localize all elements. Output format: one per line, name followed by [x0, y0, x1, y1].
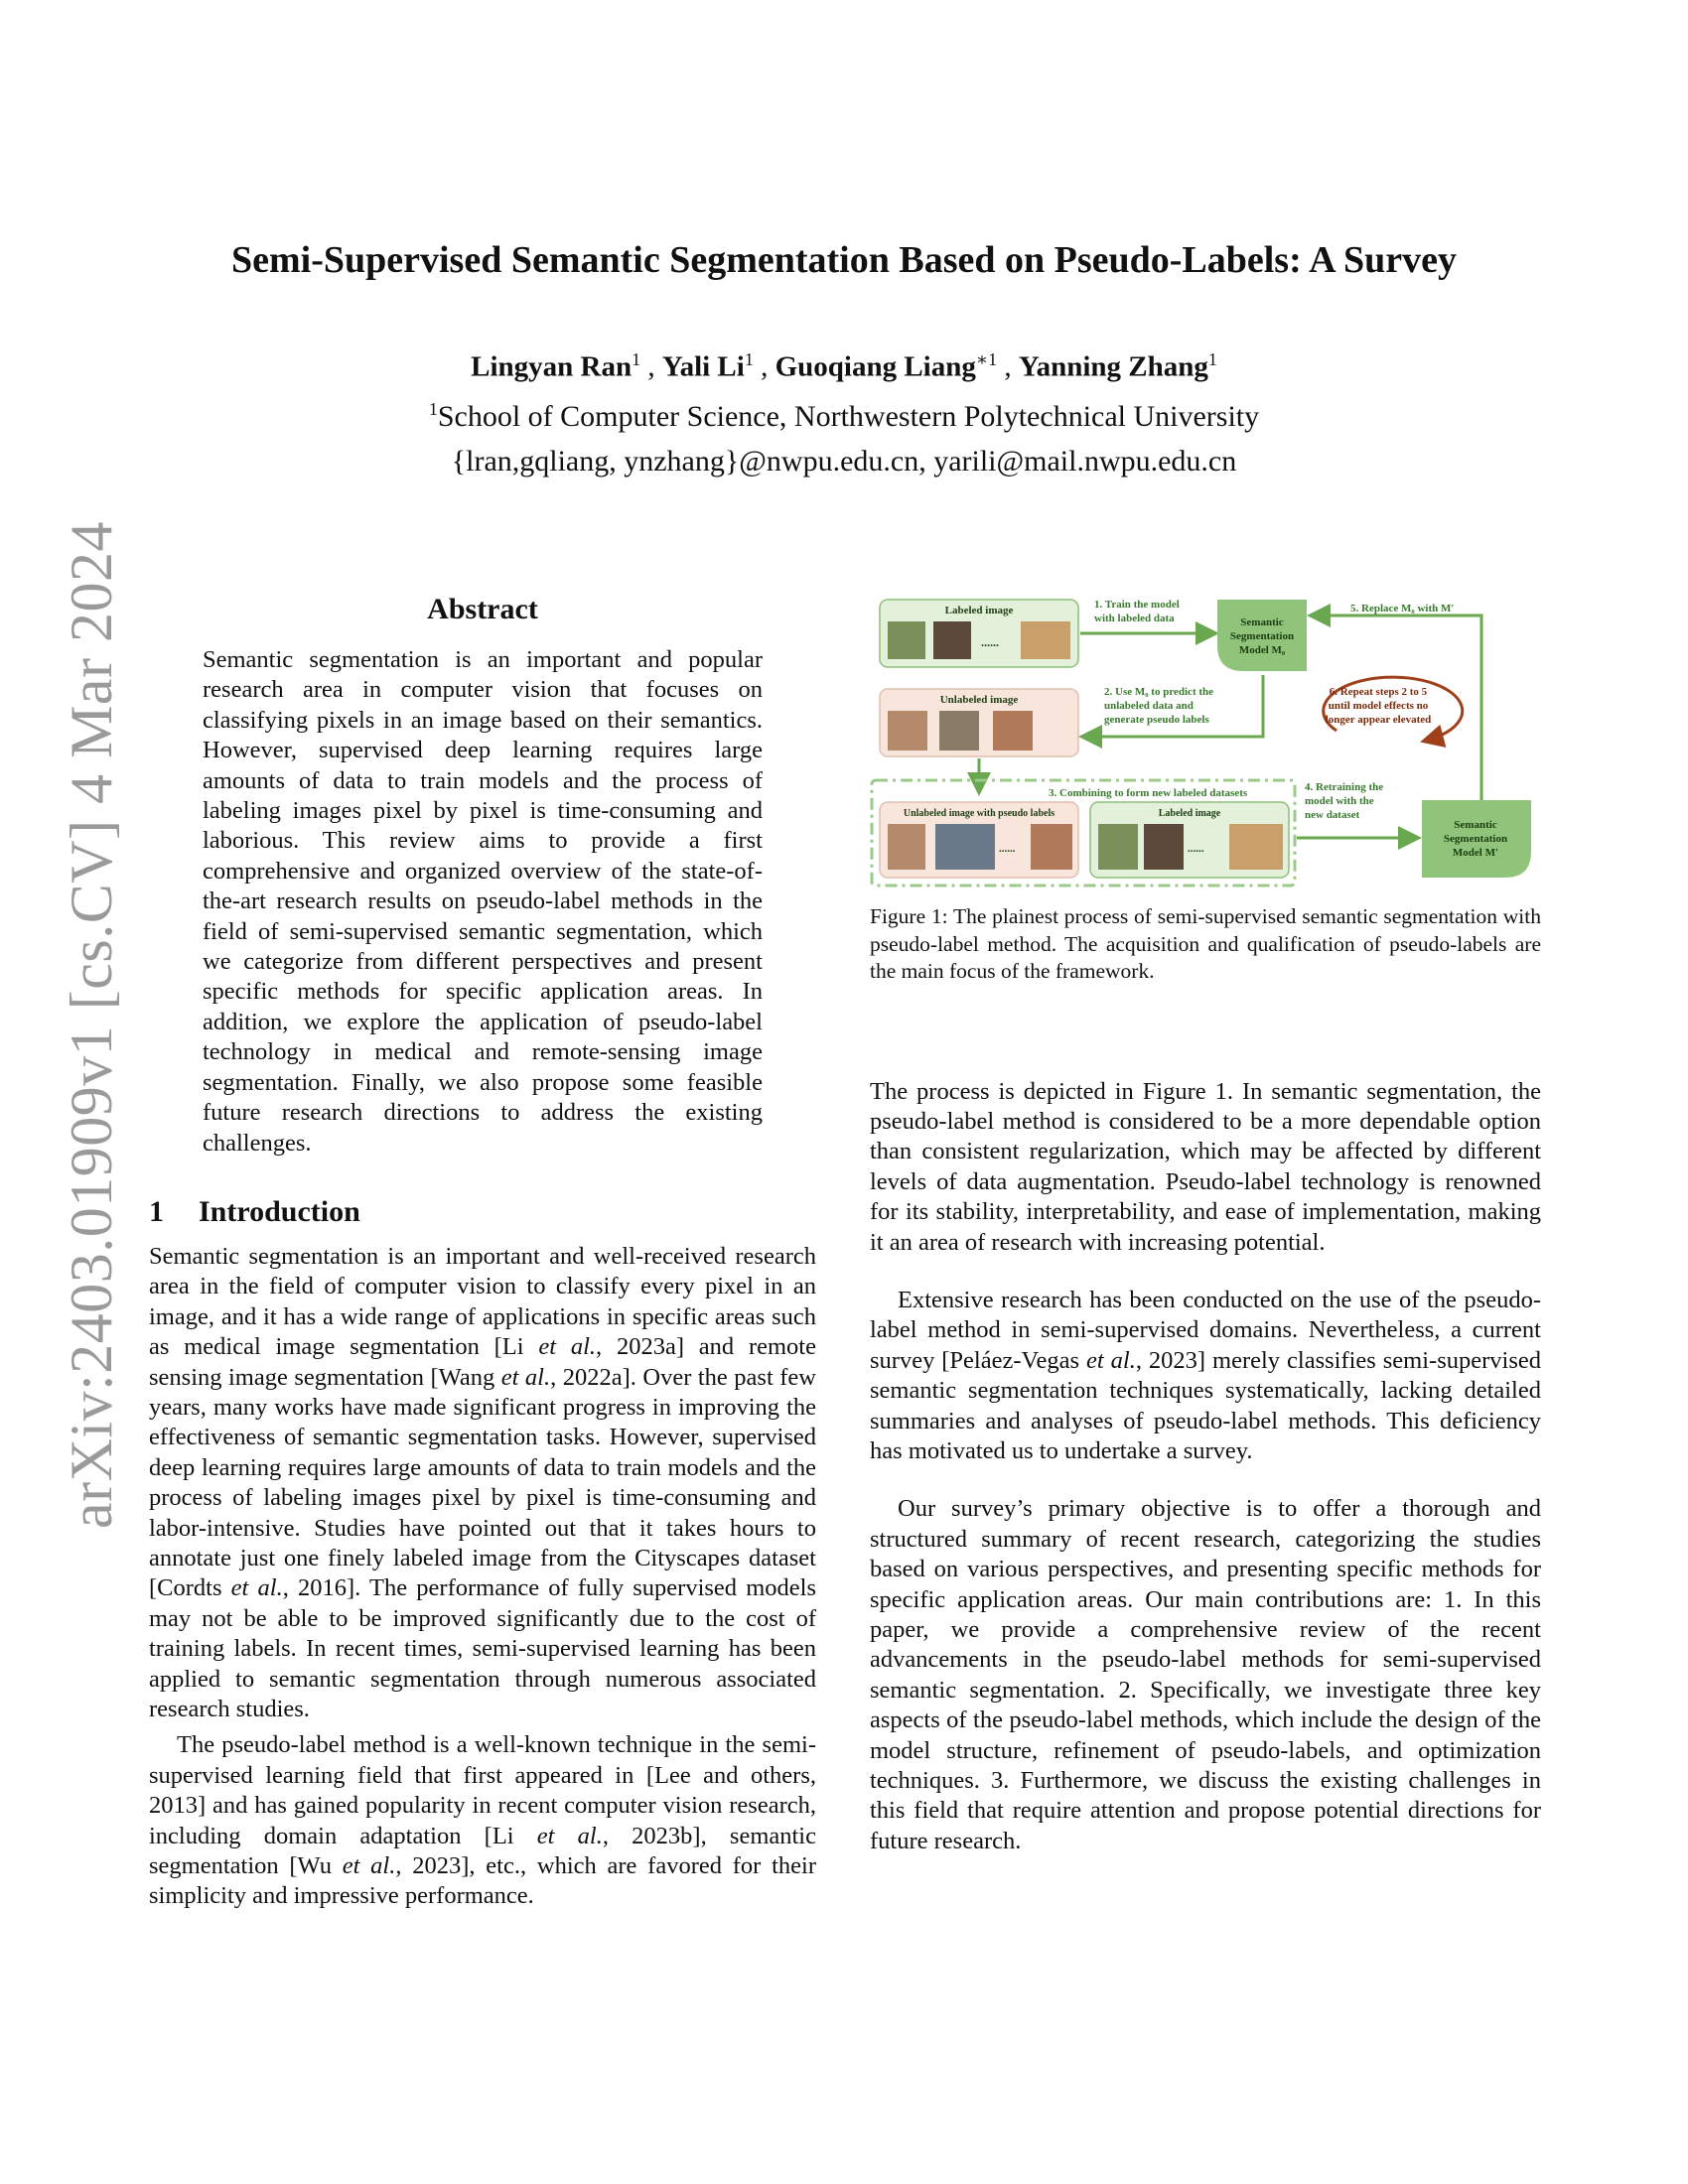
- text-run: , 2022a]. Over the past few years, many works have made significant progress in improving the effectiveness of semantic segmentation tasks. However, supervised deep learning requires large amounts of data to train models and the process of labeling images pixel by pixel is time-consuming and labor-intensive. Studies have pointed out that it takes hours to annotate just one finely labeled image from the Cityscapes dataset [Cordts: [149, 1363, 816, 1602]
- author-mark: 1: [632, 349, 641, 369]
- labeled-image-label-2: Labeled image: [1158, 808, 1221, 819]
- citation-etal: et al.: [1086, 1346, 1136, 1374]
- author-emails: {lran,gqliang, ynzhang}@nwpu.edu.cn, yarili@mail.nwpu.edu.cn: [451, 445, 1237, 478]
- thumb-unlabeled-3: [993, 711, 1033, 751]
- text-run: , 2023], etc., which are favored for their simplicity and impressive performance.: [149, 1852, 816, 1910]
- text-run: Semantic segmentation is an important and well-received research area in the field of computer vision to classify every pixel in an image, and it has a wide range of applications in specific areas such as medical image segmentation [Li: [149, 1242, 816, 1361]
- thumb-pseudo-1: [888, 824, 925, 870]
- citation-etal: et al.: [538, 1333, 597, 1361]
- ellipsis: ......: [999, 843, 1016, 855]
- affiliation-mark: 1: [428, 399, 438, 419]
- figure-1: [870, 592, 1541, 889]
- intro-paragraph-2: [149, 1730, 816, 1911]
- citation-etal: et al.: [500, 1363, 551, 1391]
- thumb-table: [1021, 621, 1070, 659]
- abstract-heading: Abstract: [427, 593, 538, 625]
- step1-label-a: 1. Train the model: [1094, 599, 1180, 611]
- abstract-text: Semantic segmentation is an important and popular research area in computer vision that focuses on classifying pixels in an image based on their semantics. However, supervised deep learning requires large amounts of data to train models and the process of labeling images pixel by pixel is time-consuming and laborious. This review aims to provide a first comprehensive and organized overview of the state-of-the-art research results on pseudo-label methods in the field of semi-supervised semantic segmentation, which we categorize from different perspectives and present specific methods for specific application areas. In addition, we explore the application of pseudo-label technology in medical and remote-sensing image segmentation. Finally, we also propose some feasible future research directions to address the existing challenges.: [203, 646, 763, 1157]
- pseudo-label-pipeline-diagram: [870, 592, 1541, 889]
- step4-label-c: new dataset: [1305, 809, 1360, 821]
- ellipsis: ......: [1188, 843, 1204, 855]
- thumb-pseudo-2: [935, 824, 995, 870]
- text-run: The pseudo-label method is a well-known technique in the semi-supervised learning field that first appeared in [Lee and others, 2013] and has gained popularity in recent computer vision research, including domain adaptation [Li: [149, 1731, 816, 1849]
- thumb-animals: [933, 621, 971, 659]
- section-number: 1: [149, 1194, 164, 1228]
- step5-label: 5. Replace M₀ with M′: [1350, 603, 1455, 614]
- step4-label-b: model with the: [1305, 795, 1374, 807]
- unlabeled-image-label: Unlabeled image: [939, 694, 1019, 706]
- model-m1-label-a: Semantic: [1454, 819, 1497, 831]
- affiliation-text: School of Computer Science, Northwestern Polytechnical University: [437, 400, 1260, 433]
- step6-label-b: until model effects no: [1328, 700, 1429, 712]
- step2-label-c: generate pseudo labels: [1104, 714, 1209, 726]
- right-paragraph-1: The process is depicted in Figure 1. In semantic segmentation, the pseudo-label method is considered to be a more dependable option than consistent regularization, which may be affected by different levels of data augmentation. Pseudo-label technology is renowned for its stability, interpretability, and ease of implementation, making it an area of research with increasing potential.: [870, 1077, 1541, 1256]
- figure-1-caption: Figure 1: The plainest process of semi-supervised semantic segmentation with pseudo-label method. The acquisition and qualification of pseudo-labels are the main focus of the framework.: [870, 904, 1541, 983]
- model-m0-label-b: Segmentation: [1229, 630, 1295, 642]
- author-name: Yanning Zhang: [1018, 350, 1208, 383]
- author-list: Lingyan Ran$^1$ , Yali Li$^1$ , Guoqiang Liang$^{∗1}$ , Yanning Zhang$^1$: [471, 349, 1217, 383]
- arxiv-watermark: arXiv:2403.01909v1 [cs.CV] 4 Mar 2024: [59, 520, 124, 1529]
- text-run: Extensive research has been conducted on the use of the pseudo-label method in semi-supervised domains. Nevertheless, a current survey [Peláez-Vegas: [870, 1286, 1541, 1374]
- step6-label-a: 6. Repeat steps 2 to 5: [1329, 686, 1428, 698]
- citation-etal: et al.: [536, 1822, 603, 1849]
- citation-etal: et al.: [230, 1574, 283, 1602]
- thumb-pseudo-3: [1031, 824, 1072, 870]
- text-run: , 2023b], semantic segmentation [Wu: [149, 1822, 816, 1880]
- thumb-labeled-2: [1144, 824, 1184, 870]
- step3-label: 3. Combining to form new labeled datasets: [1049, 787, 1248, 799]
- labeled-image-label: Labeled image: [944, 605, 1014, 616]
- step1-label-b: with labeled data: [1094, 613, 1175, 624]
- step2-label-a: 2. Use M₀ to predict the: [1104, 686, 1214, 698]
- model-m0-label-c: Model M₀: [1238, 644, 1286, 656]
- section-heading-introduction: [149, 1194, 816, 1230]
- model-m0-label-a: Semantic: [1240, 616, 1284, 628]
- author-mark: 1: [744, 349, 754, 369]
- author-name: Yali Li: [661, 350, 745, 383]
- thumb-labeled-1: [1098, 824, 1138, 870]
- right-paragraph-2: [870, 1286, 1541, 1466]
- affiliation: [0, 399, 1688, 434]
- citation-etal: et al.: [342, 1852, 396, 1880]
- model-m1-label-b: Segmentation: [1443, 833, 1508, 845]
- paper-title: Semi-Supervised Semantic Segmentation Based on Pseudo-Labels: A Survey: [230, 239, 1458, 281]
- model-m1-label-c: Model M′: [1452, 847, 1499, 859]
- section-title: Introduction: [199, 1194, 360, 1228]
- text-run: , 2023] merely classifies semi-supervised semantic segmentation techniques systematically, lacking detailed summaries and analyses of pseudo-label methods. This deficiency has motivated us to undertake a survey.: [870, 1346, 1541, 1464]
- right-paragraph-3: Our survey’s primary objective is to offer a thorough and structured summary of recent research, categorizing the studies based on various perspectives, and presenting specific methods for specific application areas. Our main contributions are: 1. In this paper, we provide a comprehensive review of the recent advancements in the pseudo-label methods for semi-supervised semantic segmentation. 2. Specifically, we investigate three key aspects of the pseudo-label methods, which include the design of the model structure, refinement of pseudo-labels, and optimization techniques. 3. Furthermore, we discuss the existing challenges in this field that require attention and propose potential directions for future research.: [870, 1495, 1541, 1854]
- ellipsis: ......: [981, 635, 999, 649]
- author-name: Guoqiang Liang: [774, 350, 976, 383]
- thumb-horse: [888, 621, 925, 659]
- left-column: [149, 592, 816, 1912]
- step4-label-a: 4. Retraining the: [1305, 781, 1384, 793]
- text-run: , 2023a] and remote sensing image segmentation [Wang: [149, 1333, 816, 1391]
- thumb-unlabeled-2: [939, 711, 979, 751]
- pseudo-label-caption: Unlabeled image with pseudo labels: [903, 808, 1055, 819]
- thumb-labeled-3: [1229, 824, 1283, 870]
- author-name: Lingyan Ran: [471, 350, 633, 383]
- thumb-unlabeled-1: [888, 711, 927, 751]
- text-run: , 2016]. The performance of fully supervised models may not be able to be improved significantly due to the cost of training labels. In recent times, semi-supervised learning has been applied to semantic segmentation through numerous associated research studies.: [149, 1574, 816, 1722]
- intro-paragraph-1: [149, 1242, 816, 1725]
- author-mark: 1: [1207, 349, 1217, 369]
- step2-label-b: unlabeled data and: [1104, 700, 1194, 712]
- right-column: [870, 592, 1541, 1884]
- author-mark: ∗1: [975, 349, 998, 369]
- step6-label-c: longer appear elevated: [1325, 714, 1432, 726]
